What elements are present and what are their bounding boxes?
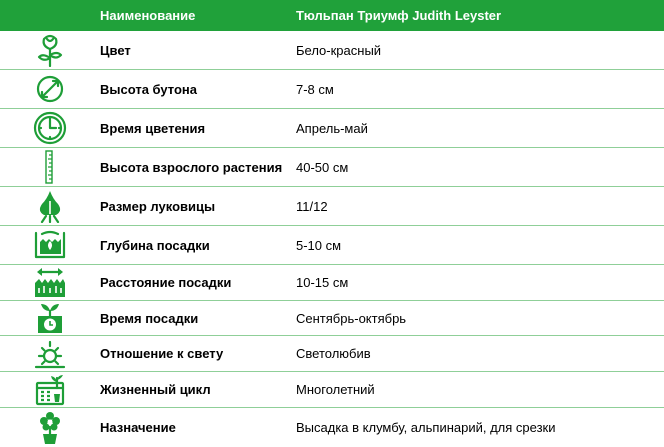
bud-height-icon (3, 74, 97, 104)
row-name: Время посадки (100, 310, 199, 326)
row-name: Время цветения (100, 120, 206, 136)
row-value: 7-8 см (296, 81, 334, 97)
table-row (0, 31, 664, 70)
row-value: Бело-красный (296, 42, 382, 58)
table-row (0, 148, 664, 187)
planting-time-icon (3, 302, 97, 334)
clock-icon (3, 111, 97, 145)
row-value: 5-10 см (296, 237, 342, 253)
rose-icon (3, 33, 97, 67)
planting-distance-icon (3, 267, 97, 299)
sun-icon (3, 339, 97, 369)
table-row (0, 336, 664, 372)
row-name: Размер луковицы (100, 198, 216, 214)
table-row (0, 70, 664, 109)
table-row (0, 187, 664, 226)
row-value: Многолетний (296, 382, 375, 397)
row-value: 40-50 см (296, 159, 349, 175)
row-name: Глубина посадки (100, 237, 210, 253)
table-row (0, 408, 664, 447)
planting-depth-icon (3, 230, 97, 260)
row-name: Назначение (100, 420, 176, 435)
row-value: 11/12 (296, 198, 328, 214)
table-row (0, 226, 664, 265)
row-value: Светолюбив (296, 346, 371, 361)
calendar-plant-icon (3, 374, 97, 406)
table-row (0, 265, 664, 301)
header-name: Наименование (100, 8, 196, 23)
row-name: Жизненный цикл (100, 382, 211, 397)
row-value: Высадка в клумбу, альпинарий, для срезки (296, 420, 556, 435)
flower-pot-icon (3, 411, 97, 445)
row-name: Высота взрослого растения (100, 159, 283, 175)
row-value: 10-15 см (296, 275, 349, 290)
header-value: Тюльпан Триумф Judith Leyster (296, 8, 502, 23)
table-row (0, 372, 664, 408)
row-name: Расстояние посадки (100, 275, 232, 290)
row-name: Отношение к свету (100, 346, 224, 361)
row-name: Высота бутона (100, 81, 198, 97)
table-row (0, 301, 664, 336)
row-value: Сентябрь-октябрь (296, 310, 407, 326)
row-name: Цвет (100, 42, 131, 58)
row-value: Апрель-май (296, 120, 368, 136)
bulb-icon (3, 189, 97, 223)
ruler-icon (3, 150, 97, 184)
table-header (0, 0, 664, 31)
table-row (0, 109, 664, 148)
